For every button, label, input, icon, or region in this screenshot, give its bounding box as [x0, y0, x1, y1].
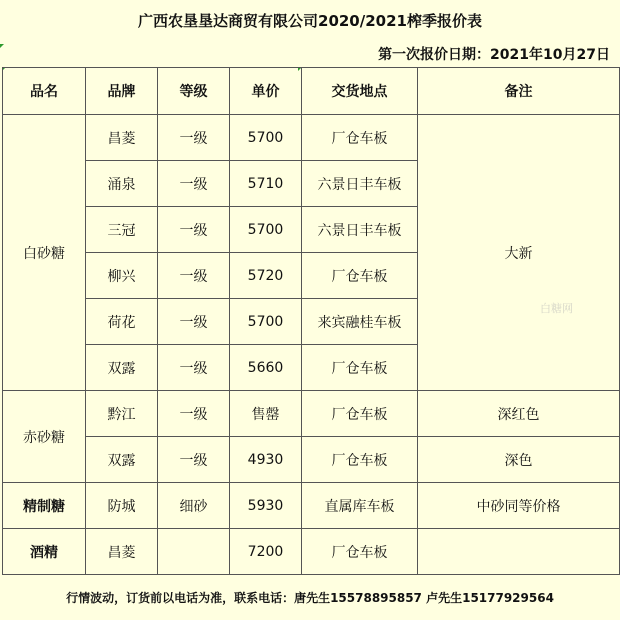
grade-cell: 一级	[158, 391, 230, 437]
location-cell: 厂仓车板	[302, 345, 418, 391]
header-location: 交货地点	[302, 68, 418, 115]
product-name: 精制糖	[3, 483, 86, 529]
table-row	[3, 483, 620, 529]
brand-cell: 双露	[86, 345, 158, 391]
brand-cell: 黔江	[86, 391, 158, 437]
header-price: 单价	[230, 68, 302, 115]
header-product: 品名	[3, 68, 86, 115]
grade-cell: 一级	[158, 253, 230, 299]
location-cell: 来宾融桂车板	[302, 299, 418, 345]
grade-cell: 一级	[158, 161, 230, 207]
note-cell: 中砂同等价格	[418, 483, 620, 529]
location-cell: 厂仓车板	[302, 529, 418, 575]
cell-marker	[0, 44, 4, 48]
price-cell: 7200	[230, 529, 302, 575]
watermark: 白糖网	[540, 302, 573, 315]
grade-cell: 一级	[158, 437, 230, 483]
location-cell: 厂仓车板	[302, 115, 418, 161]
header-note: 备注	[418, 68, 620, 115]
product-name: 酒精	[3, 529, 86, 575]
table-row	[3, 529, 620, 575]
brand-cell: 三冠	[86, 207, 158, 253]
price-cell: 5660	[230, 345, 302, 391]
quote-date: 第一次报价日期：2021年10月27日	[378, 47, 610, 63]
price-cell: 5700	[230, 207, 302, 253]
grade-cell: 一级	[158, 115, 230, 161]
price-cell: 5710	[230, 161, 302, 207]
note-cell: 深色	[418, 437, 620, 483]
product-name: 赤砂糖	[3, 391, 86, 483]
brand-cell: 柳兴	[86, 253, 158, 299]
grade-cell: 一级	[158, 207, 230, 253]
price-cell: 5930	[230, 483, 302, 529]
price-cell: 5700	[230, 115, 302, 161]
table-row	[3, 437, 620, 483]
price-cell: 5720	[230, 253, 302, 299]
brand-cell: 荷花	[86, 299, 158, 345]
price-cell: 4930	[230, 437, 302, 483]
location-cell: 厂仓车板	[302, 253, 418, 299]
table-header-row	[3, 68, 620, 115]
contact-footer: 行情波动，订货前以电话为准，联系电话：唐先生15578895857 卢先生15177929564	[66, 591, 554, 605]
brand-cell: 防城	[86, 483, 158, 529]
table-row	[3, 115, 620, 161]
brand-cell: 昌菱	[86, 529, 158, 575]
note-cell: 大新	[418, 115, 620, 391]
brand-cell: 双露	[86, 437, 158, 483]
location-cell: 厂仓车板	[302, 437, 418, 483]
grade-cell: 细砂	[158, 483, 230, 529]
grade-cell: 一级	[158, 345, 230, 391]
header-brand: 品牌	[86, 68, 158, 115]
price-cell: 5700	[230, 299, 302, 345]
price-cell: 售罄	[230, 391, 302, 437]
grade-cell	[158, 529, 230, 575]
note-cell: 深红色	[418, 391, 620, 437]
table-row	[3, 391, 620, 437]
header-grade: 等级	[158, 68, 230, 115]
product-name: 白砂糖	[3, 115, 86, 391]
note-cell	[418, 529, 620, 575]
brand-cell: 昌菱	[86, 115, 158, 161]
location-cell: 厂仓车板	[302, 391, 418, 437]
location-cell: 六景日丰车板	[302, 161, 418, 207]
location-cell: 直属库车板	[302, 483, 418, 529]
page-title: 广西农垦垦达商贸有限公司2020/2021榨季报价表	[138, 12, 482, 30]
location-cell: 六景日丰车板	[302, 207, 418, 253]
price-table	[2, 67, 620, 575]
brand-cell: 涌泉	[86, 161, 158, 207]
grade-cell: 一级	[158, 299, 230, 345]
